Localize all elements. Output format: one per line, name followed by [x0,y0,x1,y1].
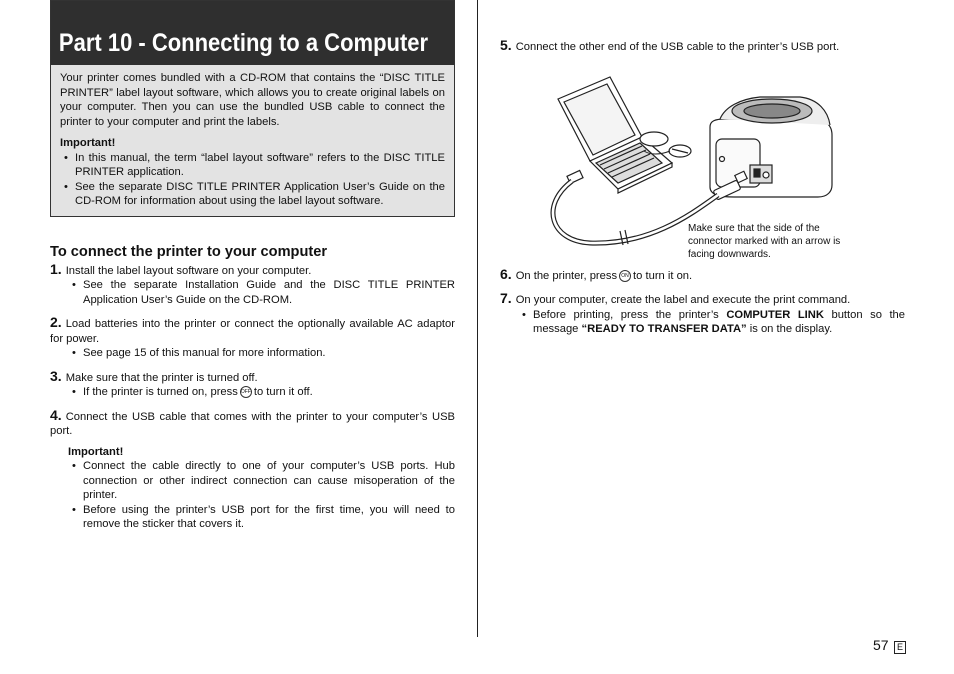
page-language-badge: E [894,641,906,654]
step-6: 6. On the printer, press ON to turn it on. [500,265,693,282]
step-text: Install the label layout software on your computer. [65,264,312,277]
part-body [51,65,454,216]
step-text: Load batteries into the printer or connect the optionally available AC adaptor for power. [50,318,455,345]
list-item: • See the separate Installation Guide and the DISC TITLE PRINTER Application User’s Guide on the CD-ROM. [68,278,455,307]
part-intro-box [50,0,455,217]
list-item: • Before printing, press the printer’s COMPUTER LINK button so the message “READY TO TRANSFER DATA” is on the display. [518,308,905,337]
step-number: 6. [500,265,512,282]
step-number: 4. [50,406,62,423]
step-7 [500,291,905,337]
intro-paragraph: Your printer comes bundled with a CD-ROM that contains the “DISC TITLE PRINTER” label layout software, which allows you to create original labels on your computer. Then you can use the bundled USB cable to connect the printer to your computer and print the labels. [60,72,445,128]
step-1 [50,262,455,308]
step-text: Connect the other end of the USB cable to the printer’s USB port. [515,41,840,53]
step-text: Make sure that the printer is turned off. [65,371,258,384]
part-header [51,1,454,65]
right-column [500,36,905,337]
page-title: Part 10 - Connecting to a Computer [58,29,429,57]
step-text: On your computer, create the label and execute the print command. [515,294,851,306]
important-label: Important! [68,445,124,458]
list-item: • Connect the cable directly to one of your computer’s USB ports. Hub connection or other indirect connection can cause misoperation of the printer. [68,459,455,503]
step-number: 5. [500,37,512,53]
step-3 [50,369,455,400]
important-label: Important! [60,137,116,149]
step-number: 2. [50,314,62,330]
list-item: • If the printer is turned on, press OFF to turn it off. [68,385,455,400]
list-item: • In this manual, the term “label layout software” refers to the DISC TITLE PRINTER application. [60,151,445,180]
list-item: • Before using the printer’s USB port for the first time, you will need to remove the sticker that covers it. [68,503,455,532]
step-number: 7. [500,290,512,306]
list-item: • See page 15 of this manual for more information. [68,346,455,361]
step-2 [50,315,455,361]
step-text: Connect the USB cable that comes with the printer to your computer’s USB port. [50,410,455,437]
page-number: 57 [873,637,889,653]
step-number: 1. [50,260,62,277]
list-item: • See the separate DISC TITLE PRINTER Application User’s Guide on the CD-ROM for information about using the label layout software. [60,180,445,209]
usb-connection-figure [500,55,905,265]
figure-caption: Make sure that the side of the connector marked with an arrow is facing downwards. [688,222,841,260]
off-key-icon: OFF [240,386,252,398]
step-4 [50,408,455,532]
important-list [60,151,445,209]
step-5 [500,38,905,55]
left-column [50,0,455,532]
column-divider [477,0,478,637]
step-number: 3. [50,367,62,384]
section-title: To connect the printer to your computer [50,243,328,260]
on-key-icon: ON [619,270,631,282]
